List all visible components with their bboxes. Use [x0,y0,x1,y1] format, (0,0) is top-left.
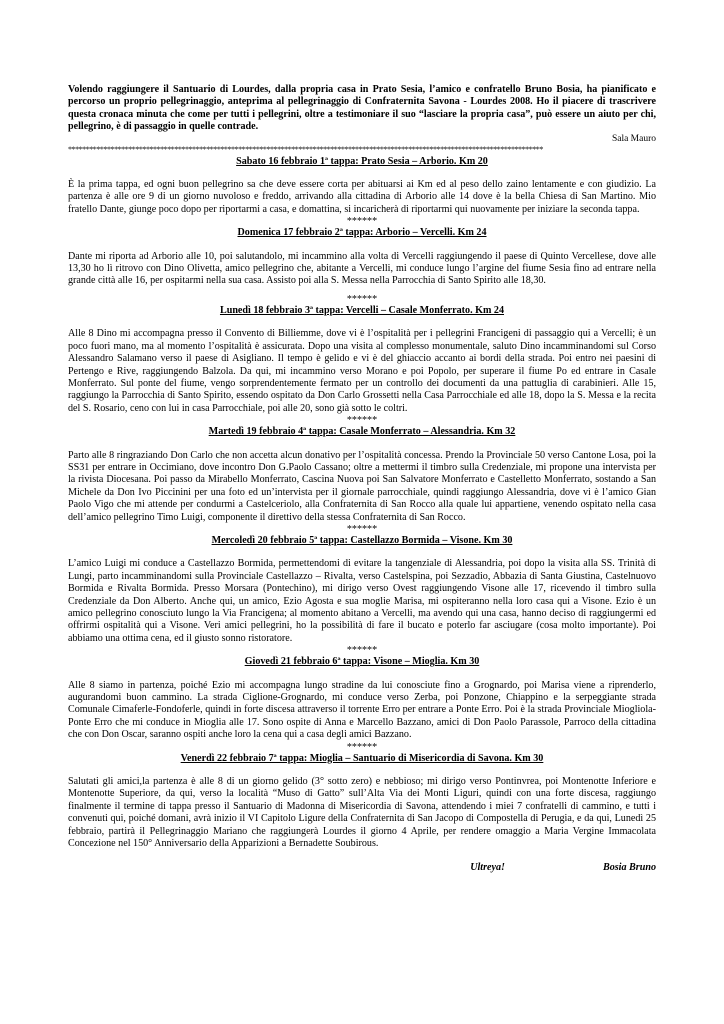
stage-text: È la prima tappa, ed ogni buon pellegrino sa che deve essere corta per abituarsi ai Km ed al peso dello zaino lentamente e con giudizio. La partenza è alle ore 9 di un giorno nuvoloso e freddo, arrivando alla cittadina di Arborio alle 14 dove è la bella Chiesa di San Martino. Mio fratello Dante, giunge poco dopo per riportarmi a casa, e domattina, si incaricherà di riportarmi qui nuovamente per iniziare la seconda tappa. [68,179,656,215]
signoff [68,862,656,874]
stage-1 [68,156,656,217]
stage-text: Alle 8 Dino mi accompagna presso il Convento di Billiemme, dove vi è l’ospitalità per i pellegrini Francigeni di passaggio qui a Vercelli; è un poco fuori mano, ma al momento l’ospitalità è assicurata. Dopo una visita al complesso monumentale, saluto Dino incamminandomi sul Corso Alessandro Salamano verso il paese di Asigliano. Il tempo è gelido e vi è del ghiaccio accanto ai bordi della strada. Poi entro nei paesini di Pertengo e Rive, raggiungendo Balzola. Da qui, mi incammino verso Morano e poi Popolo, per superare il fiume Po ed entrare in Casale Monferrato. Sul ponte del fiume, vengo sorprendentemente fermato per un controllo dei documenti da una pattuglia di carabinieri. Alle 15, raggiungo la Parrocchia di Santo Spirito, essendo ospitato da Don Carlo Grossetti nella Casa Parrocchiale ed alle 18, dopo la S. Messa e la recita del S. Rosario, ceno con lui in casa Parrocchiale, poi alle 20, sono già sotto le coltri. [68,328,656,414]
stage-text: Salutati gli amici,la partenza è alle 8 di un giorno gelido (3° sotto zero) e nebbioso; mi dirigo verso Pontinvrea, poi Montenotte Inferiore e Montenotte Superiore, da qui, verso la località “Muso di Gatto” sull’Alta Via dei Monti Liguri, quindi con una forte discesa, raggiungo finalmente il termine di tappa presso il Santuario di Madonna di Misericordia di Savona, attendendo i miei 7 confratelli di cammino, e tutti i convenuti qui, poiché domani, avrà inizio il VI Capitolo Ligure della Confraternita di San Jacopo di Compostella di Perugia, e da qui, Lunedì 25 febbraio, partirà il Pellegrinaggio Mariano che raggiungerà Lourdes il giorno 4 Aprile, per rendere omaggio a Maria Vergine Immacolata Concezione nel 150° Anniversario della Apparizioni a Bernadette Soubirous. [68,776,656,850]
stage-5 [68,535,656,645]
stage-separator: ****** [346,415,378,427]
signoff-greeting: Ultreya! [470,861,505,873]
stage-separator: ****** [346,293,378,305]
stage-title: Venerdì 22 febbraio 7ª tappa: Mioglia – Santuario di Misericordia di Savona. Km 30 [180,752,544,764]
stage-separator: ****** [346,645,378,657]
stage-text: Parto alle 8 ringraziando Don Carlo che non accetta alcun donativo per l’ospitalità concessa. Prendo la Provinciale 50 verso Cantone Losa, poi la SS31 per entrare in Occimiano, dove incontro Don G.Paolo Cassano; oltre a mettermi il timbro sulla Credenziale, mi propone una intervista per la rivista Diocesana. Poi passo da Mirabello Monferrato, Cascina Nuova poi San Salvatore Monferrato e Castelletto Monferrato, sostando a San Michele da Don Ivo Piccinini per una foto ed un’intervista per il giornale parrocchiale, quindi raggiungo Alessandria, dove vi è l’amico Gian Paolo Vigo che mi attende per condurmi a Castelceriolo, alla Confraternita di San Rocco alla quale lui appartiene, venendo ospitato nella casa dell’amico pellegrino Timo Luigi, componente il direttivo della stessa Confraternita di San Rocco. [68,449,656,523]
document-page [68,84,656,874]
stage-title: Mercoledì 20 febbraio 5ª tappa: Castellazzo Bormida – Visone. Km 30 [211,534,513,546]
stage-text: L’amico Luigi mi conduce a Castellazzo Bormida, permettendomi di evitare la tangenziale di Alessandria, poi dopo la visita alla SS. Trinità di Lungi, parto incamminandomi sulla Provinciale Castellazzo – Rivalta, verso Castelspina, poi Sezzadio, Abbazia di Santa Giustina, Castelnuovo Bormida e Rivalta Bormida. Presso Morsara (Pontechino), mi dirigo verso Ovest raggiungendo Visone alle 17, ricevendo il timbro sulla Credenziale da Don Alberto. Anche qui, un amico, Ezio Agosta e sua moglie Marisa, mi ospiteranno nella loro casa qui a Visone. Ezio è un amico pellegrino conosciuto lungo la Via Francigena; al momento abitano a Vercelli, ma avendo qui una casa, hanno deciso di raggiungermi ed offrirmi ospitalità qui a Visone. Veri amici pellegrini, ho la possibilità di fare il bucato e poterlo far asciugare (cosa molto importante). Poi abbiamo una ottima cena, ed il giusto sonno ristoratore. [68,558,656,644]
stage-separator: ****** [346,523,378,535]
intro-paragraph: Volendo raggiungere il Santuario di Lourdes, dalla propria casa in Prato Sesia, l’amico e confratello Bruno Bosia, ha pianificato e percorso un proprio pellegrinaggio, anteprima al pellegrinaggio di Confraternita Savona - Lourdes 2008. Ho il piacere di trascrivere questa cronaca minuta che come per tutti i pellegrini, oltre a testimoniare il suo “lasciare la propria casa”, può essere un aiuto per chi, pellegrino, è di passaggio in quelle contrade. [68,84,656,133]
stage-separator: ****** [346,741,378,753]
stage-title: Domenica 17 febbraio 2ª tappa: Arborio – Vercelli. Km 24 [237,227,487,239]
stage-title: Lunedì 18 febbraio 3ª tappa: Vercelli – Casale Monferrato. Km 24 [219,304,505,316]
stage-separator: ****** [346,216,378,228]
signoff-signature: Bosia Bruno [602,861,656,873]
stage-title: Giovedì 21 febbraio 6ª tappa: Visone – Mioglia. Km 30 [244,656,480,668]
stage-2 [68,227,656,288]
asterisk-divider: ************************************************************************************************************************************** [68,144,543,154]
stage-3 [68,305,656,415]
stage-title: Sabato 16 febbraio 1ª tappa: Prato Sesia – Arborio. Km 20 [236,155,488,167]
stage-6 [68,656,656,741]
stage-text: Alle 8 siamo in partenza, poiché Ezio mi accompagna lungo stradine da lui conosciute fino a Grognardo, poi Marisa viene a riprenderlo, augurandomi buon cammino. La strada Ciglione-Grognardo, mi conduce verso Zerba, poi Ponzone, Chiappino e la serpeggiante strada Comunale Cimaferle-Fondoferle, quindi in forte discesa attraverso il torrente Erro per entrare a Ponte Erro. Poi è la strada Provinciale Miogliola-Ponte Erro che mi conduce in Mioglia alle 17. Sono ospite di Anna e Marcello Bazzano, amici di Don Paolo Parassole, Parroco della cittadina che con Don Oscar, saranno ospiti anche loro la cena qui a casa degli amici Bazzano. [68,679,656,741]
stage-4 [68,426,656,524]
intro-author: Sala Mauro [611,133,656,144]
stage-title: Martedì 19 febbraio 4ª tappa: Casale Monferrato – Alessandria. Km 32 [208,426,516,438]
stage-7 [68,753,656,851]
stage-text: Dante mi riporta ad Arborio alle 10, poi salutandolo, mi incammino alla volta di Vercelli raggiungendo il paese di Quinto Vercellese, dove alle 13,30 ho lì ritrovo con Dino Olivetta, amico pellegrino che, abitante a Vercelli, mi conduce lungo l’argine del fiume Sesia fino ad entrare nella grande città alle 16, per ospitarmi nella sua casa. Assisto poi alla S. Messa nella Parrocchia di Santo Spirito alle 18,30. [68,250,656,287]
